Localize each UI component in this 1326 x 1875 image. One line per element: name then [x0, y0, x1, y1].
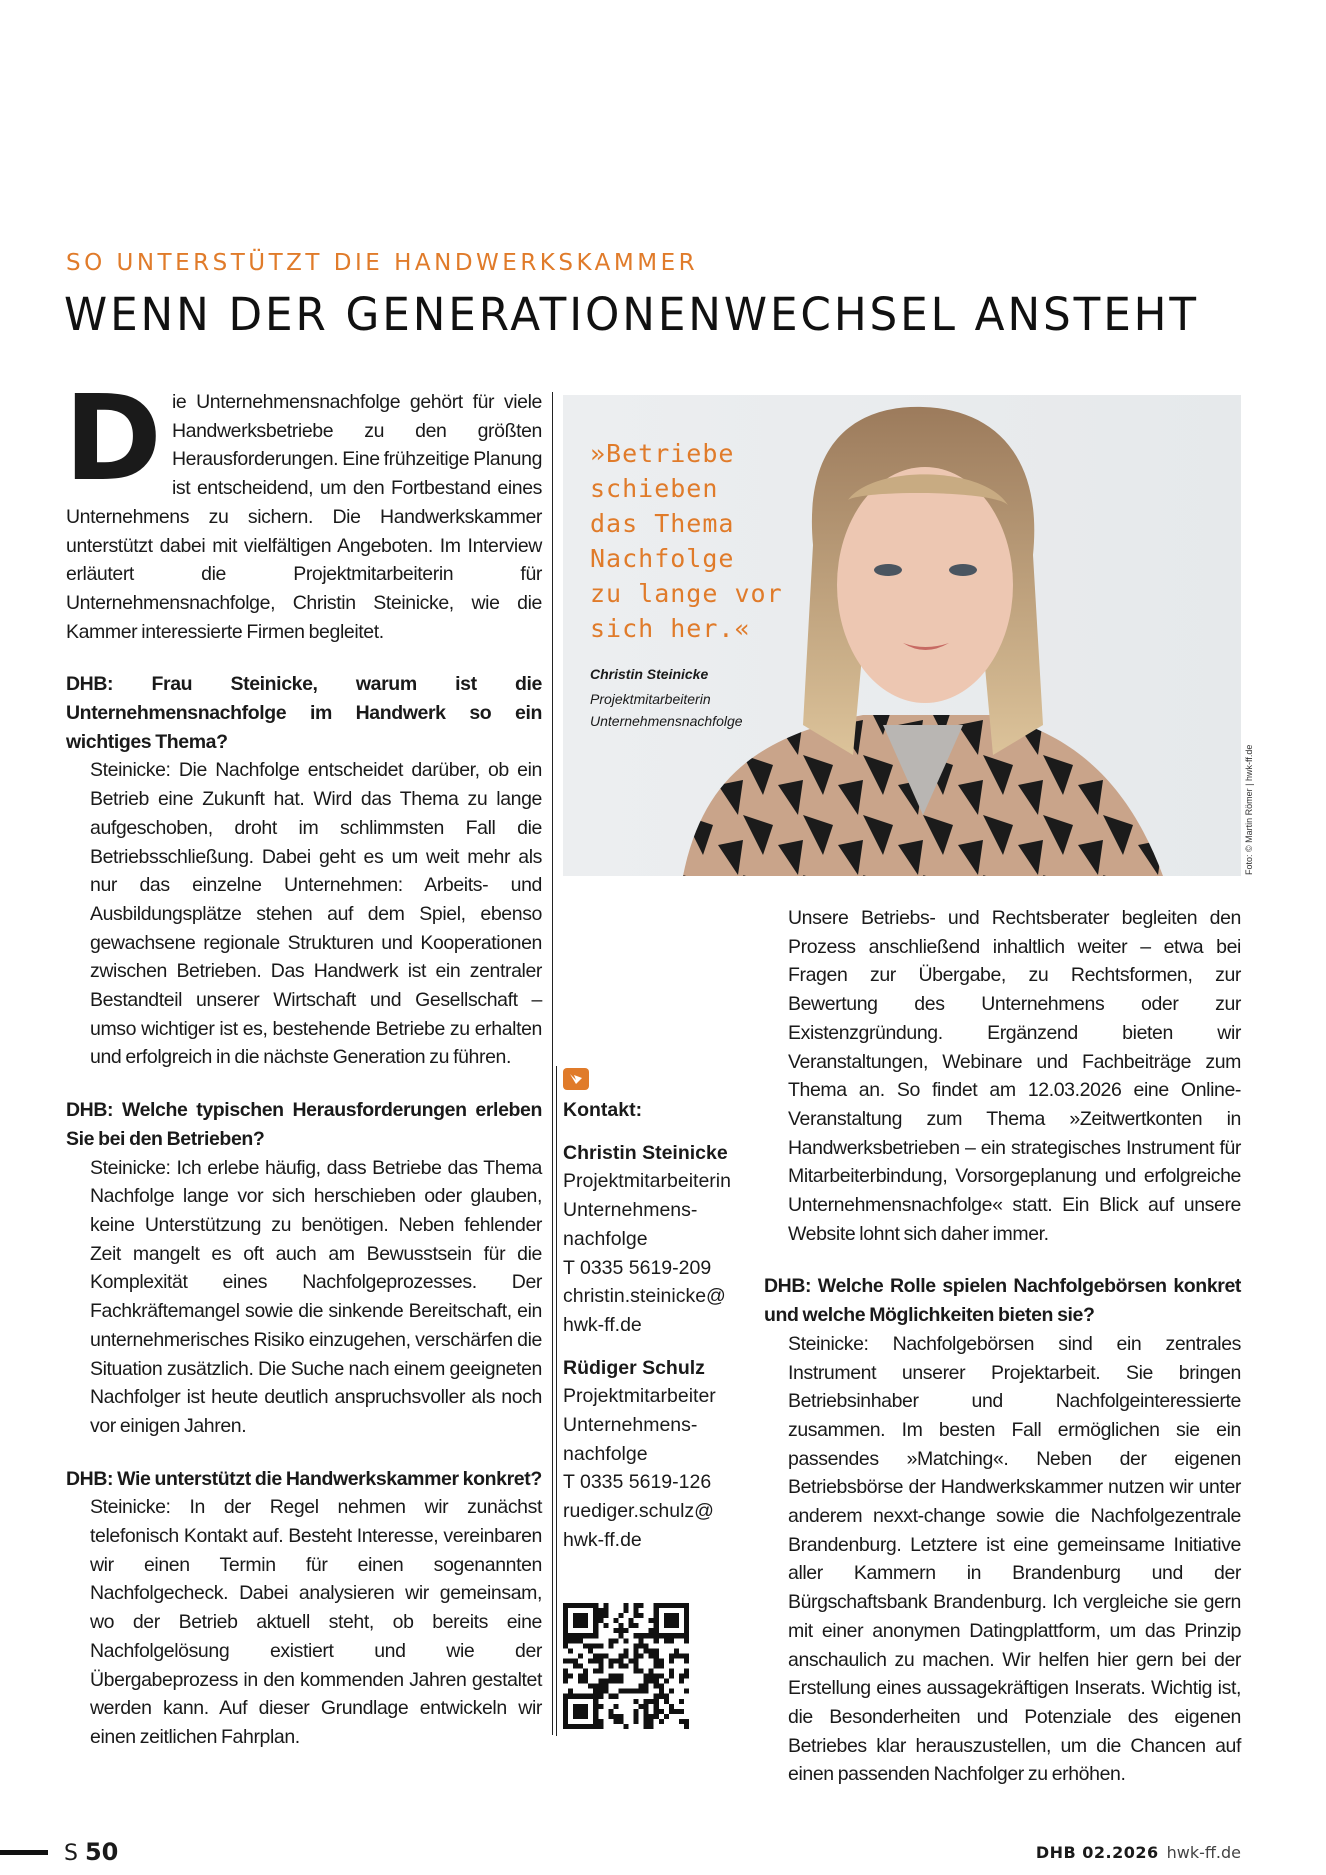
- photo-credit: Foto: © Martin Römer | hwk-ff.de: [1244, 744, 1254, 875]
- qr-code-icon[interactable]: [563, 1603, 689, 1734]
- quote-line: schieben: [590, 474, 719, 503]
- question-4: DHB: Welche Rolle spielen Nachfolgebörsen konkret und welche Möglichkeiten bieten sie?: [764, 1275, 1241, 1327]
- quote-author-role: [590, 688, 743, 732]
- page-number-value: 50: [84, 1838, 119, 1866]
- pull-quote: [590, 436, 783, 646]
- contact-phone[interactable]: T 0335 5619-209: [563, 1256, 712, 1279]
- contact-phone[interactable]: T 0335 5619-126: [563, 1471, 712, 1494]
- contact-dept: nachfolge: [563, 1442, 648, 1465]
- contact-dept: nachfolge: [563, 1227, 648, 1250]
- contact-box: [563, 1068, 753, 1555]
- answer-2: Steinicke: Ich erlebe häufig, dass Betriebe das Thema Nachfolge lange vor sich herschieben oder glauben, keine Unterstützung zu benötigen. Neben fehlender Zeit mangelt es oft auch am Bewusstsein für die Komplexität eines Nachfolgeprozesses. Der Fachkräftemangel sowie die sinkende Bereitschaft, ein unternehmerisches Risiko einzugehen, verschärfen die Situation zusätzlich. Die Suche nach einem geeigneten Nachfolger ist heute deutlich anspruchsvoller als noch vor einigen Jahren.: [90, 1156, 542, 1437]
- footer-issue: [1036, 1843, 1241, 1862]
- contact-heading: Kontakt:: [563, 1099, 643, 1121]
- question-2: DHB: Welche typischen Herausforderungen erleben Sie bei den Betrieben?: [66, 1099, 542, 1150]
- answer-4: Steinicke: Nachfolgebörsen sind ein zentrales Instrument unserer Projektarbeit. Sie bringen Betriebsinhaber und Nachfolgeinteressierte zusammen. Im besten Fall ermöglichen sie ein passendes »Matching«. Neben der eigenen Betriebsbörse der Handwerkskammer nutzen wir unter anderem nexxt-change sowie die Nachfolgezentrale Brandenburg. Letztere ist eine gemeinsame Initiative aller Kammern in Brandenburg und der Bürgschaftsbank Brandenburg. Ich vergleiche sie gern mit einer anonymen Datingplattform, um das Prinzip anschaulich zu machen. Wir helfen hier gern bei der Erstellung eines aussagekräftigen Inserats. Wichtig ist, die Besonderheiten und Potenziale des eigenen Betriebes klar herauszustellen, um die Chancen auf einen passenden Nachfolger zu erhöhen.: [788, 1332, 1241, 1786]
- contact-dept: Unternehmens-: [563, 1199, 698, 1222]
- right-column: [764, 904, 1241, 1789]
- left-column: [64, 369, 543, 1752]
- continuation-paragraph: Unsere Betriebs- und Rechtsberater begleiten den Prozess anschließend inhaltlich weiter – etwa bei Fragen zur Übergabe, zu Rechtsformen, zur Bewertung des Unternehmens oder zur Existenzgründung. Ergänzend bieten wir Veranstaltungen, Webinare und Fachbeiträge zum Thema an. So findet am 12.03.2026 eine Online-Veranstaltung zum Thema »Zeitwertkonten in Handwerksbetrieben – ein strategisches Instrument für Mitarbeiterbindung, Vorsorgeplanung und erfolgreiche Unternehmensnachfolge« statt. Ein Blick auf unsere Website lohnt sich daher immer.: [788, 907, 1241, 1245]
- article-title: WENN DER GENERATIONENWECHSEL ANSTEHT: [64, 288, 1199, 341]
- contact-divider: [556, 1066, 557, 1736]
- quote-line: »Betriebe: [590, 439, 735, 468]
- issue-label: DHB 02.2026: [1035, 1843, 1159, 1862]
- contact-name: Christin Steinicke: [563, 1141, 728, 1164]
- contact-name: Rüdiger Schulz: [563, 1356, 705, 1379]
- contact-dept: Unternehmens-: [563, 1414, 698, 1437]
- quote-line: zu lange vor: [590, 579, 783, 608]
- quote-line: Nachfolge: [590, 544, 735, 573]
- answer-3: Steinicke: In der Regel nehmen wir zunächst telefonisch Kontakt auf. Besteht Interesse, vereinbaren wir einen Termin für einen sogenannten Nachfolgecheck. Dabei analysieren wir gemeinsam, wo der Betrieb aktuell steht, ob bereits eine Nachfolgelösung existiert und wie der Übergabeprozess in den kommenden Jahren gestaltet werden kann. Auf dieser Grundlage entwickeln wir einen zeitlichen Fahrplan.: [90, 1496, 542, 1748]
- column-divider: [552, 392, 553, 1735]
- role-line: Unternehmensnachfolge: [590, 713, 743, 729]
- quote-line: das Thema: [590, 509, 735, 538]
- website-link[interactable]: hwk-ff.de: [1166, 1843, 1241, 1862]
- question-3: DHB: Wie unterstützt die Handwerkskammer konkret?: [66, 1467, 542, 1490]
- article-kicker: SO UNTERSTÜTZT DIE HANDWERKSKAMMER: [66, 250, 699, 276]
- role-line: Projektmitarbeiterin: [590, 691, 711, 707]
- email-part[interactable]: hwk-ff.de: [563, 1528, 642, 1551]
- drop-cap: D: [64, 369, 162, 507]
- email-part[interactable]: christin.steinicke@: [563, 1285, 726, 1308]
- contact-role: Projektmitarbeiterin: [563, 1170, 731, 1193]
- question-1: DHB: Frau Steinicke, warum ist die Unternehmensnachfolge im Handwerk so ein wichtiges Thema?: [66, 673, 542, 753]
- email-part[interactable]: hwk-ff.de: [563, 1313, 642, 1336]
- quote-author-name: Christin Steinicke: [590, 666, 709, 682]
- contact-email[interactable]: [563, 1497, 753, 1554]
- answer-1: Steinicke: Die Nachfolge entscheidet darüber, ob ein Betrieb eine Zukunft hat. Wird das Thema zu lange aufgeschoben, droht im schlimmsten Fall die Betriebsschließung. Dabei geht es um weit mehr als nur das einzelne Unternehmen: Arbeits- und Ausbildungsplätze stehen auf dem Spiel, ebenso gewachsene regionale Strukturen und Kooperationen zwischen Betrieben. Das Handwerk ist ein zentraler Bestandteil unserer Wirtschaft und Gesellschaft – umso wichtiger ist es, bestehende Betriebe zu erhalten und erfolgreich in die nächste Generation zu führen.: [90, 759, 542, 1069]
- email-part[interactable]: ruediger.schulz@: [563, 1500, 714, 1523]
- quote-line: sich her.«: [590, 614, 751, 643]
- contact-email[interactable]: [563, 1282, 753, 1339]
- arrow-icon: [563, 1068, 589, 1090]
- intro-paragraph: ie Unternehmensnachfolge gehört für viele Handwerksbetriebe zu den größten Herausforderungen. Eine frühzeitige Planung ist entscheidend, um den Fortbestand eines Unternehmens zu sichern. Die Handwerkskammer unterstützt dabei mit vielfältigen Angeboten. Im Interview erläutert die Projektmitarbeiterin für Unternehmensnachfolge, Christin Steinicke, wie die Kammer interessierte Firmen begleitet.: [66, 391, 543, 643]
- page-prefix: S: [64, 1841, 78, 1866]
- page-number: [64, 1838, 118, 1866]
- contact-role: Projektmitarbeiter: [563, 1385, 716, 1408]
- footer-bar: [0, 1850, 48, 1855]
